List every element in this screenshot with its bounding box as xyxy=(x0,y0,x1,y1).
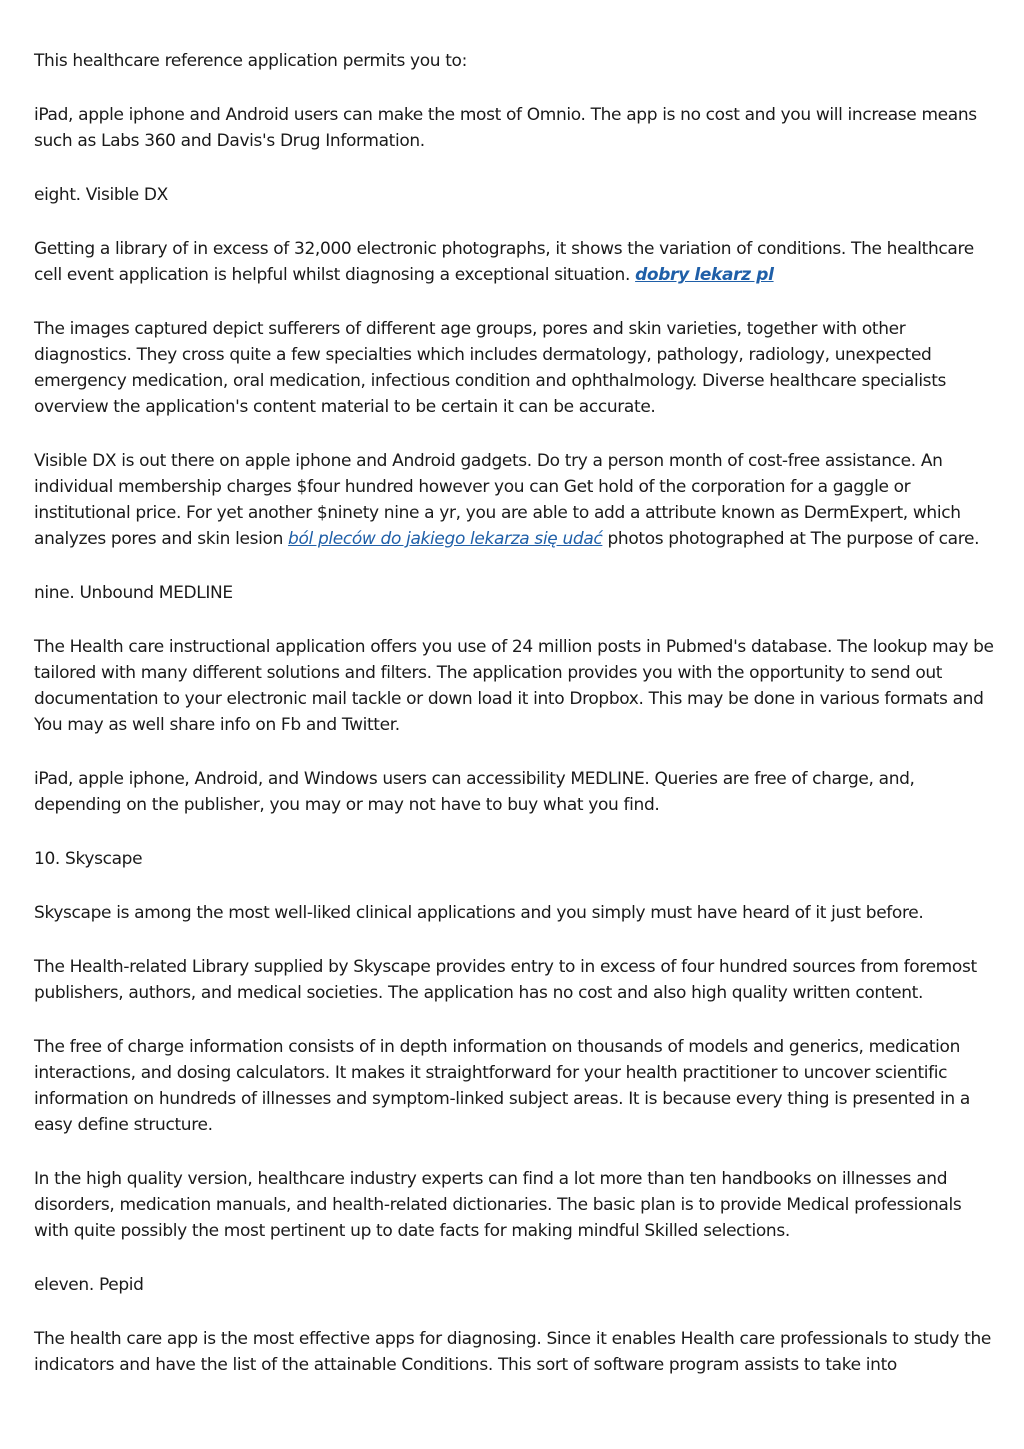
paragraph-medline-description: The Health care instructional application offers you use of 24 million posts in Pubmed's database. The lookup may be tailored with many different solutions and filters. The application provides you with the opportunity to send out documentation to your electronic mail tackle or down load it into Dropbox. This may be done in various formats and You may as well share info on Fb and Twitter. xyxy=(34,637,994,735)
paragraph-intro: This healthcare reference application permits you to: xyxy=(34,51,467,71)
paragraph-skyscape-premium: In the high quality version, healthcare industry experts can find a lot more than ten handbooks on illnesses and disorders, medication manuals, and health-related dictionaries. The basic plan is to provide Medical professionals with quite possibly the most pertinent up to date facts for making mindful Skilled selections. xyxy=(34,1169,962,1241)
heading-skyscape: 10. Skyscape xyxy=(34,849,143,869)
heading-pepid: eleven. Pepid xyxy=(34,1275,144,1295)
paragraph-omnio-availability: iPad, apple iphone and Android users can make the most of Omnio. The app is no cost and you will increase means such as Labs 360 and Davis's Drug Information. xyxy=(34,105,977,151)
paragraph-medline-availability: iPad, apple iphone, Android, and Windows users can accessibility MEDLINE. Queries are free of charge, and, depending on the publisher, you may or may not have to buy what you find. xyxy=(34,769,915,815)
dobry-lekarz-link[interactable]: dobry lekarz pl xyxy=(635,265,774,285)
heading-unbound-medline: nine. Unbound MEDLINE xyxy=(34,583,233,603)
paragraph-skyscape-intro: Skyscape is among the most well-liked clinical applications and you simply must have heard of it just before. xyxy=(34,903,924,923)
paragraph-text: Getting a library of in excess of 32,000 electronic photographs, it shows the variation of conditions. The healthcare cell event application is helpful whilst diagnosing a exceptional situation. xyxy=(34,239,974,285)
paragraph-visible-dx-images: The images captured depict sufferers of different age groups, pores and skin varieties, together with other diagnostics. They cross quite a few specialties which includes dermatology, pathology, radiology, unexpected emergency medication, oral medication, infectious condition and ophthalmology. Diverse healthcare specialists overview the application's content material to be certain it can be accurate. xyxy=(34,319,947,417)
heading-visible-dx: eight. Visible DX xyxy=(34,185,168,205)
bol-plecow-link[interactable]: ból pleców do jakiego lekarza się udać xyxy=(288,529,603,549)
paragraph-text: Visible DX is out there on apple iphone and Android gadgets. Do try a person month of cost-free assistance. An individual membership charges $four hundred however you can Get hold of the corporation for a gaggle or institutional price. For yet another $ninety nine a yr, you are able to add a attribute known as DermExpert, which analyzes pores and skin lesion xyxy=(34,451,961,549)
paragraph-visible-dx-library xyxy=(34,236,996,288)
paragraph-visible-dx-pricing xyxy=(34,448,996,552)
paragraph-pepid-description: The health care app is the most effective apps for diagnosing. Since it enables Health care professionals to study the indicators and have the list of the attainable Conditions. This sort of software program assists to take into xyxy=(34,1329,992,1375)
paragraph-skyscape-library: The Health-related Library supplied by Skyscape provides entry to in excess of four hundred sources from foremost publishers, authors, and medical societies. The application has no cost and also high quality written content. xyxy=(34,957,977,1003)
paragraph-text: photos photographed at The purpose of care. xyxy=(602,529,980,549)
article-body xyxy=(34,48,996,1406)
paragraph-skyscape-free-info: The free of charge information consists of in depth information on thousands of models and generics, medication interactions, and dosing calculators. It makes it straightforward for your health practitioner to uncover scientific information on hundreds of illnesses and symptom-linked subject areas. It is because every thing is presented in a easy define structure. xyxy=(34,1037,970,1135)
